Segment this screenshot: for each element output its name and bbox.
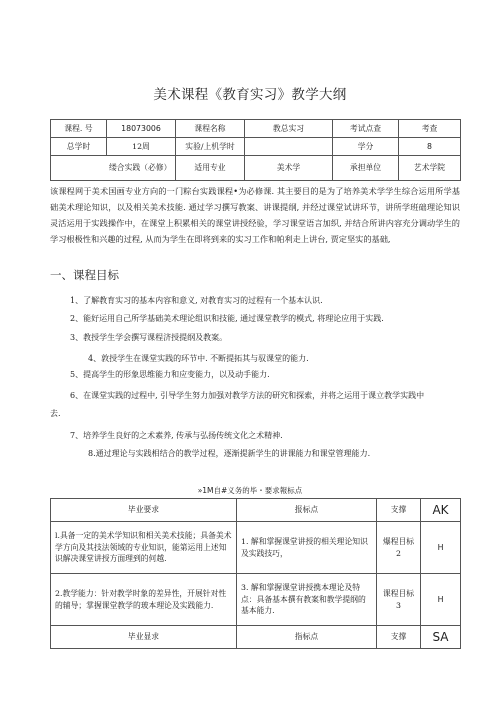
- credits-label: 学分: [333, 138, 399, 156]
- header-requirement: 毕业要求: [51, 499, 237, 522]
- goal-item-6-continued: 去.: [50, 409, 61, 418]
- table-header-row: [51, 499, 461, 522]
- table-header-row: [51, 626, 461, 649]
- goal-item-5: 5、提高学生的形象思维能力和应变能力，以及动手能力.: [70, 370, 270, 379]
- requirement-cell: l.具备一定的美术学知识和相关美术技能；具备美术学方向及其技法领域的专业知识，能第运用上述知识解决课堂讲授方面理到的何越.: [51, 522, 237, 574]
- exam-type-value: 考查: [399, 120, 461, 138]
- table-row: [51, 574, 461, 626]
- header-mark: AK: [421, 499, 461, 522]
- mark-cell: H: [421, 522, 461, 574]
- indicator-cell: 3. 解和掌握课堂讲授携本理论及特点：具备基本撰有教案和教学提纲的基本能力.: [237, 574, 377, 626]
- major-value: 美术学: [245, 156, 333, 181]
- header-support: 支撑: [377, 626, 421, 649]
- goal-item-8: 8.通过理论与实践相结合的教学过程，逐渐提新学生的讲课能力和课堂管理能力.: [88, 449, 371, 458]
- goal-item-6: 6、在课堂实践的过程中, 引导学生努力加强对教学方法的研究和探索，并将之运用于课立教学实践中: [70, 391, 425, 400]
- requirement-cell: 2.教学能力：针对教学时象的差异性，开展针对性的辅导；掌握课堂教学的玻本理论及实践能力.: [51, 574, 237, 626]
- header-indicator: 报标点: [237, 499, 377, 522]
- header-mark: SA: [421, 626, 461, 649]
- lab-hours-value: [245, 138, 333, 156]
- unit-label: 承担单位: [333, 156, 399, 181]
- table-caption: »1M自#义务的毕・要求報标点: [197, 486, 303, 495]
- goal-item-4: 4、敦授学生在课堂实践的环节中. 不断提拓其与驭课堂的能力.: [88, 354, 309, 363]
- course-name-value: 教总实习: [245, 120, 333, 138]
- lab-hours-label: 实验/上机学时: [176, 138, 245, 156]
- section-title-course-goals: 一、课程目标: [50, 268, 119, 282]
- unit-value: 艺术学院: [399, 156, 461, 181]
- support-cell: 爆程目标2: [377, 522, 421, 574]
- header-requirement: 毕业显求: [51, 626, 237, 649]
- total-hours-value: 12周: [107, 138, 176, 156]
- course-info-table: [50, 119, 461, 181]
- indicator-cell: 1. 解和掌握课堂讲授的相关理论知识及实践技巧，: [237, 522, 377, 574]
- exam-type-label: 考试点查: [333, 120, 399, 138]
- graduation-requirements-table: [50, 498, 461, 649]
- goal-item-7: 7、培养学生良好的之术素养, 传承与弘扬传统文化之术精神.: [70, 431, 283, 440]
- goal-item-2: 2、能好运用自己所学基础美术理论组识和技能, 通过课堂教学的模式, 将理论应用于实践.: [70, 314, 384, 323]
- info-row: [51, 156, 461, 181]
- mark-cell: H: [421, 574, 461, 626]
- major-label: 适用专业: [176, 156, 245, 181]
- course-code-value: 18073006: [107, 120, 176, 138]
- course-name-label: 课程名称: [176, 120, 245, 138]
- header-support: 支撑: [377, 499, 421, 522]
- credits-value: 8: [399, 138, 461, 156]
- intro-paragraph: 该课程网于美术国画专业方向的一门粽台实践课程•为必修课. 其主要目的是为了培养美术学学生综合运用所学基础美术理论知识，以及相关美术技能. 通过学习撰写教案、讲课提纲, 并经过课堂试讲环节，讲所学班础理论知识灵活运用于实践操作中，在课堂上积累相关的课堂讲授经验，学习课堂语言加织, 并结合所讲内容充分调动学生的学习根极性和兴趣的过程, 从而为学生在即将到来的实习工作和帕利走上讲台, 贾定坚实的基础,: [50, 186, 460, 244]
- info-row: [51, 138, 461, 156]
- goal-item-1: 1、了解教育实习的基本内容和意义, 对教育实习的过程有一个基本认识.: [70, 296, 323, 305]
- total-hours-label: 总学时: [51, 138, 107, 156]
- course-type-value: 缕合实践（必修）: [51, 156, 176, 181]
- document-title: 美术课程《教育实习》教学大纲: [153, 87, 347, 103]
- table-row: [51, 522, 461, 574]
- header-indicator: 指标点: [237, 626, 377, 649]
- goal-item-3: 3、教授学生学会撰写课程济授提纲及教案。: [70, 333, 228, 342]
- course-code-label: 课程. 号: [51, 120, 107, 138]
- info-row: [51, 120, 461, 138]
- support-cell: 课程目标3: [377, 574, 421, 626]
